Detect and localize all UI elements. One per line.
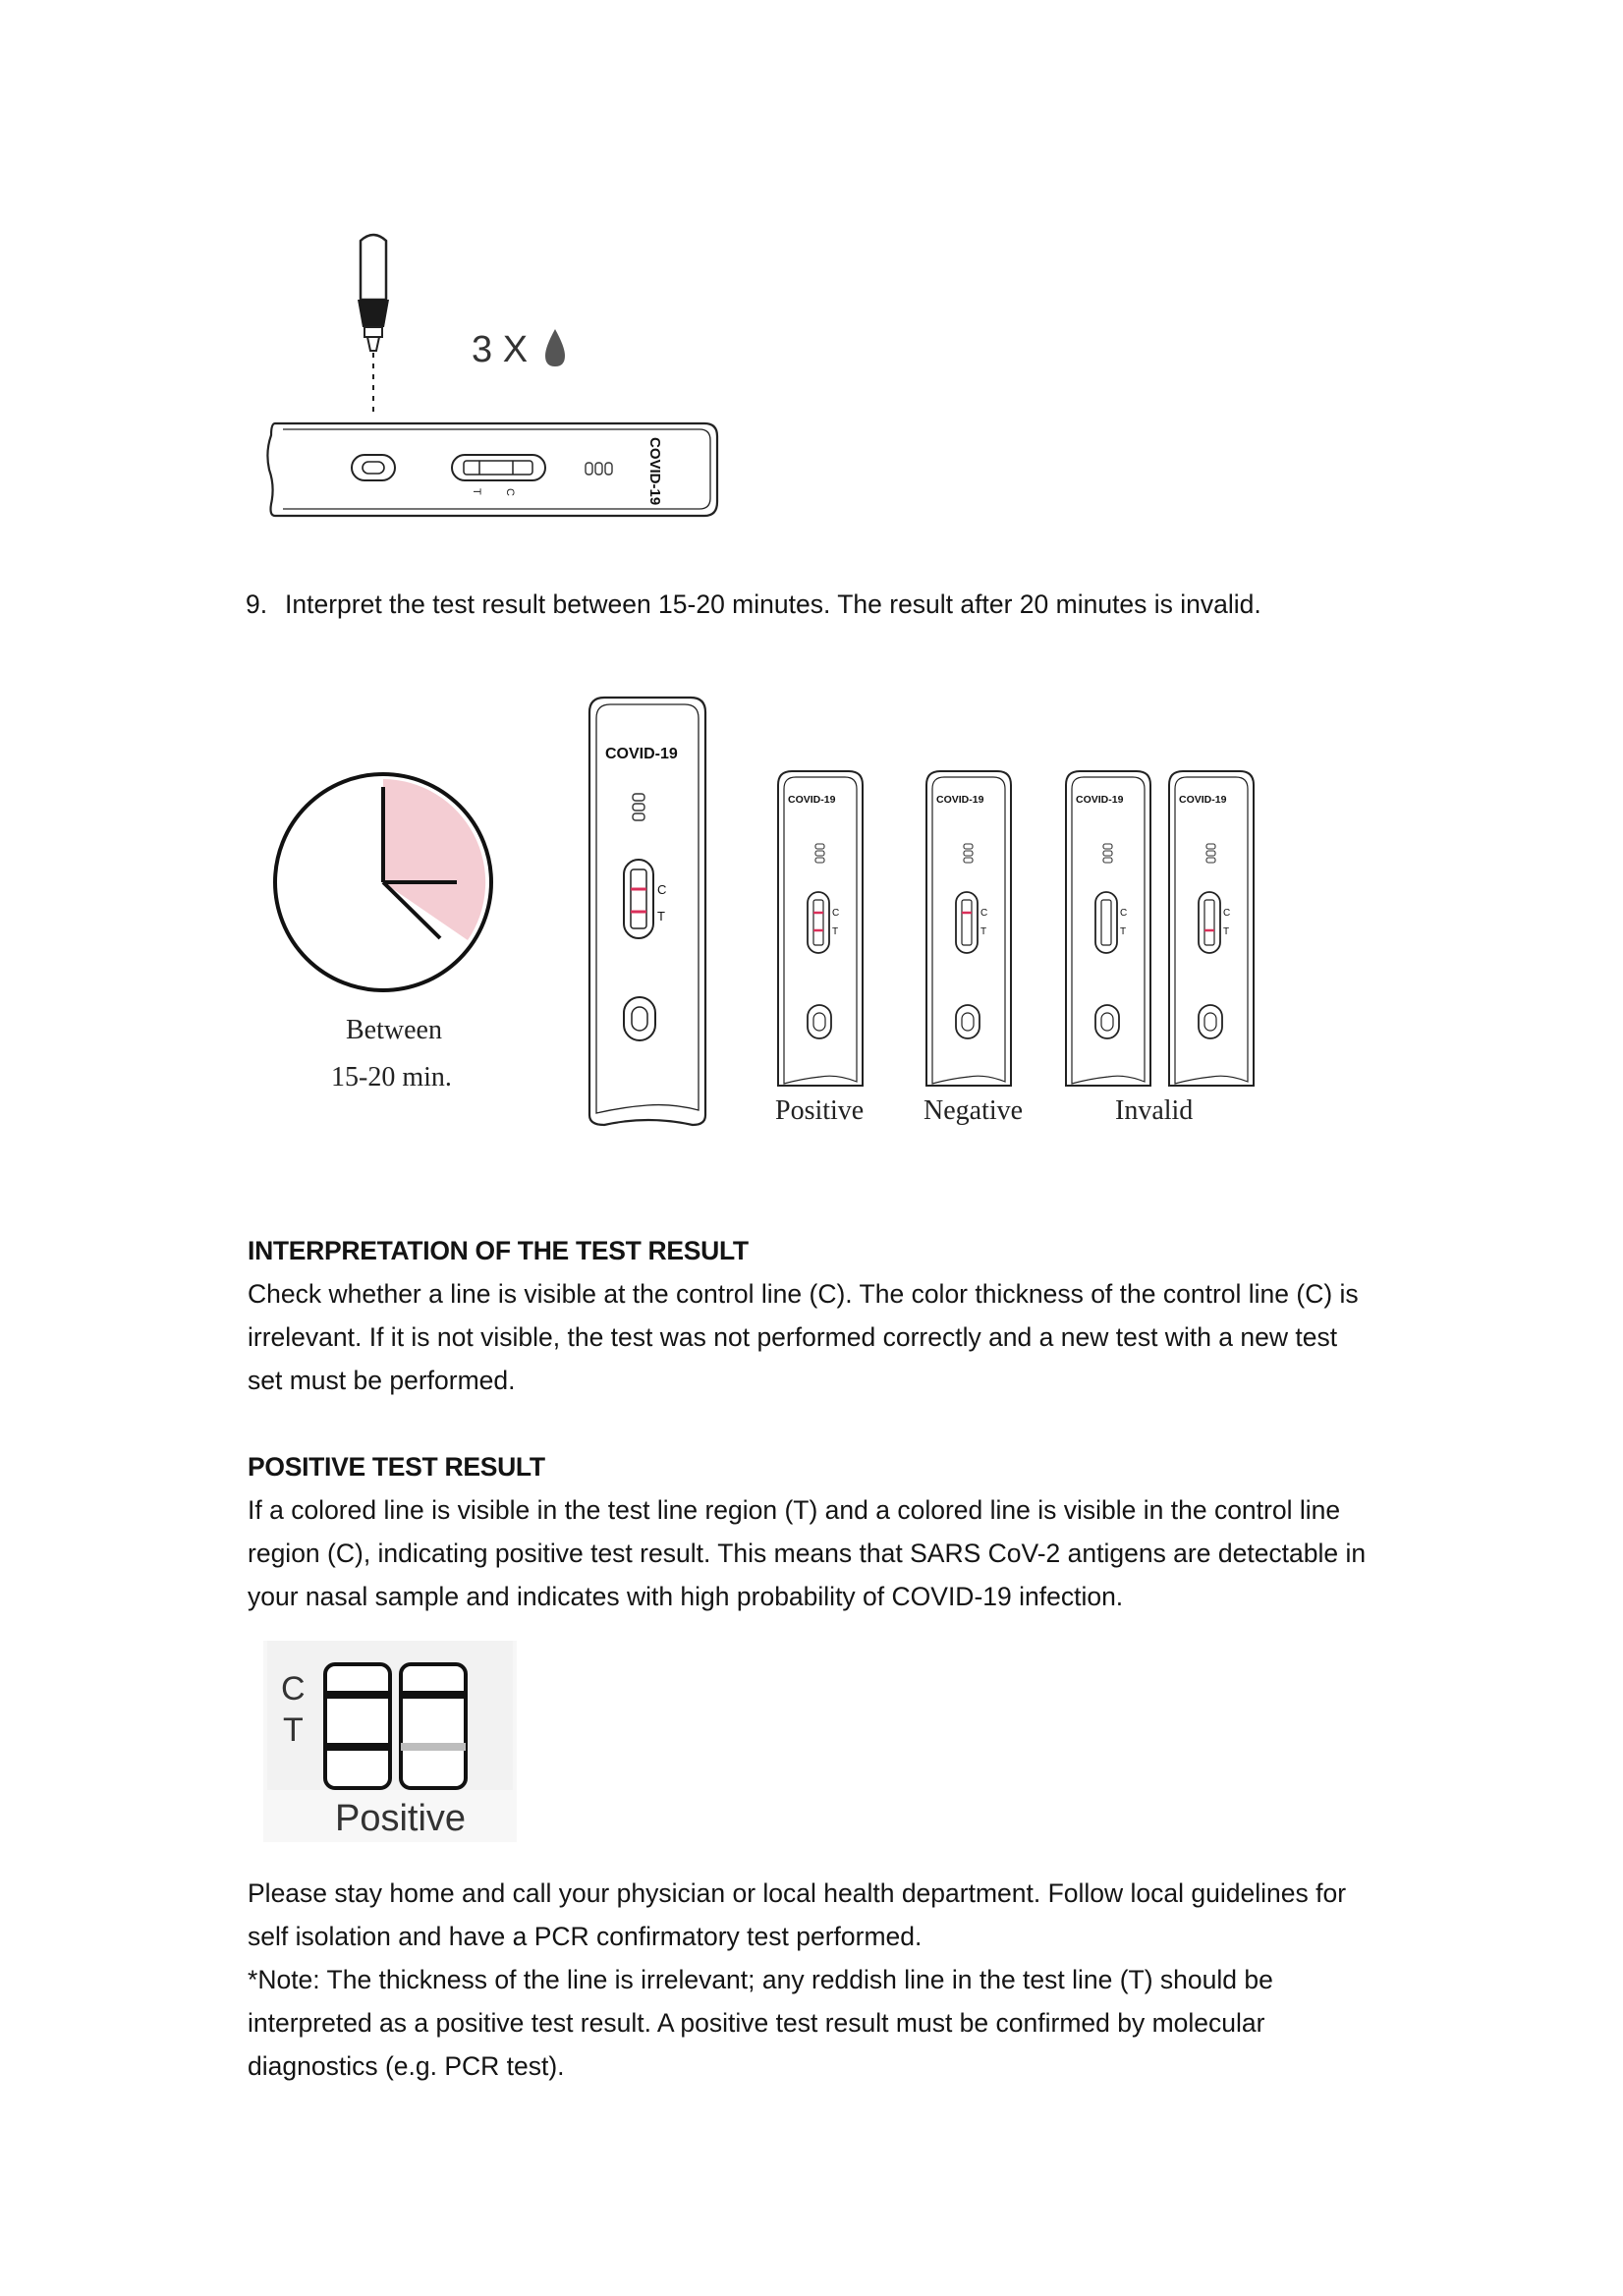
- timer-line-1: Between: [346, 1015, 442, 1045]
- note-line-1: *Note: The thickness of the line is irrelevant; any reddish line in the test line (T) should be: [248, 1965, 1273, 1994]
- drop-count: 3 X: [472, 329, 529, 370]
- clock-icon: [275, 774, 491, 990]
- strip-window-1: [325, 1664, 390, 1788]
- interpretation-heading: INTERPRETATION OF THE TEST RESULT: [248, 1236, 749, 1265]
- cassette-positive: [778, 771, 863, 1086]
- cassette-invalid-2: [1169, 771, 1254, 1086]
- cassette-positive-label: COVID-19: [788, 794, 836, 806]
- c-mark: C: [504, 488, 516, 496]
- cassette-label: COVID-19: [646, 437, 663, 506]
- cassette-negative-label: COVID-19: [936, 794, 984, 806]
- advice-line-1: Please stay home and call your physician or local health department. Follow local guidelines for: [248, 1878, 1347, 1908]
- positive-line-3: your nasal sample and indicates with high probability of COVID-19 infection.: [248, 1582, 1124, 1611]
- positive-heading: POSITIVE TEST RESULT: [248, 1452, 545, 1482]
- dropper-icon: [358, 235, 389, 416]
- positive-line-1: If a colored line is visible in the test line region (T) and a colored line is visible in the control line: [248, 1495, 1341, 1525]
- large-cassette-t: T: [657, 909, 665, 924]
- negative-caption: Negative: [923, 1095, 1024, 1126]
- interpretation-line-1: Check whether a line is visible at the control line (C). The color thickness of the control line (C) is: [248, 1279, 1359, 1309]
- test-cassette: [267, 423, 717, 516]
- large-cassette-c: C: [657, 882, 667, 897]
- interpretation-line-3: set must be performed.: [248, 1366, 516, 1395]
- cassette-invalid-1-c: C: [1120, 908, 1128, 919]
- note-line-3: diagnostics (e.g. PCR test).: [248, 2051, 565, 2081]
- cassette-negative-c: C: [980, 908, 988, 919]
- invalid-caption: Invalid: [1115, 1095, 1194, 1126]
- step-9-number: 9.: [246, 589, 268, 619]
- dropper-cassette-figure: [255, 231, 727, 526]
- cassette-invalid-2-label: COVID-19: [1179, 794, 1227, 806]
- t-mark: T: [471, 488, 482, 495]
- positive-caption: Positive: [775, 1095, 865, 1126]
- large-cassette: [589, 698, 705, 1125]
- large-cassette-label: COVID-19: [605, 746, 678, 762]
- strip-t-mark: T: [283, 1711, 304, 1749]
- step-9-text: Interpret the test result between 15-20 minutes. The result after 20 minutes is invalid.: [285, 589, 1261, 619]
- cassette-invalid-1-t: T: [1120, 926, 1127, 937]
- drop-icon: [545, 329, 565, 366]
- cassette-invalid-1-label: COVID-19: [1076, 794, 1124, 806]
- timer-line-2: 15-20 min.: [331, 1062, 452, 1092]
- note-line-2: interpreted as a positive test result. A positive test result must be confirmed by molecular: [248, 2008, 1265, 2038]
- cassette-negative-t: T: [980, 926, 987, 937]
- cassette-invalid-1: [1066, 771, 1150, 1086]
- cassette-positive-c: C: [832, 908, 840, 919]
- positive-strip-figure: [263, 1641, 529, 1847]
- cassette-invalid-2-c: C: [1223, 908, 1231, 919]
- advice-line-2: self isolation and have a PCR confirmatory test performed.: [248, 1922, 923, 1951]
- cassette-positive-t: T: [832, 926, 839, 937]
- strip-positive-label: Positive: [335, 1798, 467, 1839]
- strip-c-mark: C: [281, 1670, 306, 1708]
- positive-line-2: region (C), indicating positive test result. This means that SARS CoV-2 antigens are detectable in: [248, 1539, 1367, 1568]
- cassette-invalid-2-t: T: [1223, 926, 1230, 937]
- cassette-negative: [926, 771, 1011, 1086]
- interpretation-line-2: irrelevant. If it is not visible, the test was not performed correctly and a new test with a new test: [248, 1322, 1338, 1352]
- strip-window-2: [401, 1664, 466, 1788]
